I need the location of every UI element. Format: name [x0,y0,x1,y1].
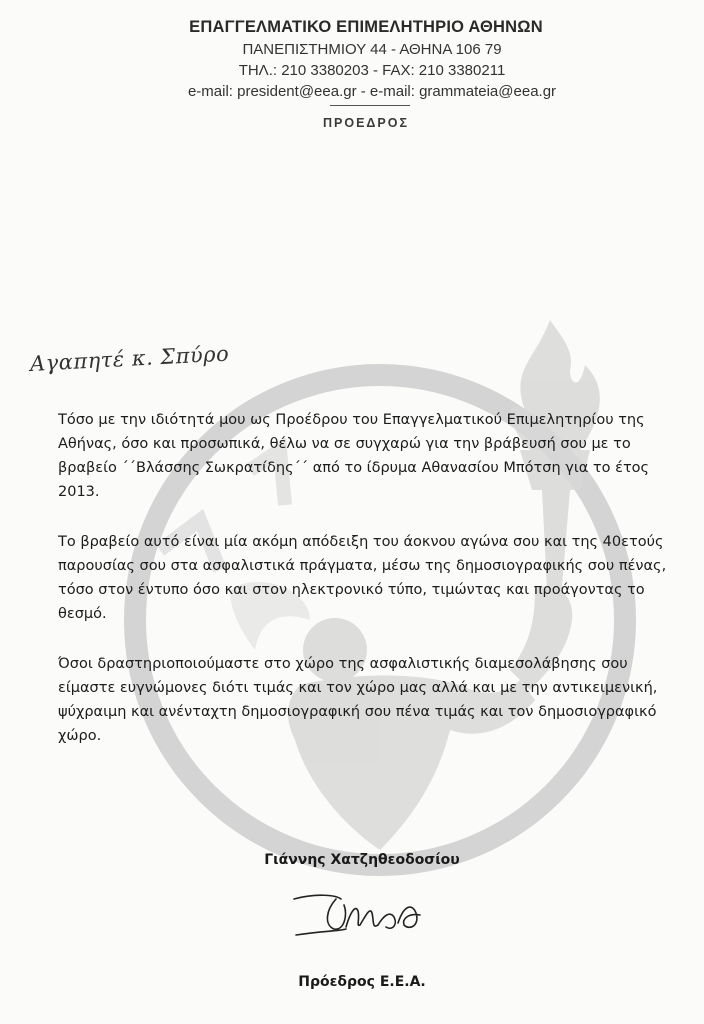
handwritten-signature [286,885,436,945]
paragraph-3-line: ψύχραιμη και ανένταχτη δημοσιογραφική σου πένα τιμάς και τον δημοσιογραφικό [58,704,657,720]
paragraph-3-line: χώρο. [58,728,102,744]
organization-phone-fax: ΤΗΛ.: 210 3380203 - FAX: 210 3380211 [238,62,506,79]
signer-name: Γιάννης Χατζηθεοδοσίου [264,852,460,868]
letterhead-divider [330,105,410,106]
paragraph-2-line: παρουσίας σου στα ασφαλιστικά πράγματα, μέσω της δημοσιογραφικής σου πένας, [58,558,667,574]
paragraph-1-line: 2013. [58,484,100,500]
organization-address: ΠΑΝΕΠΙΣΤΗΜΙΟΥ 44 - ΑΘΗΝΑ 106 79 [242,41,502,58]
organization-emails: e-mail: president@eea.gr - e-mail: grammateia@eea.gr [187,83,557,100]
paragraph-3-line: Όσοι δραστηριοποιούμαστε στο χώρο της ασφαλιστικής διαμεσολάβησης σου [58,656,628,672]
paragraph-3-line: είμαστε ευγνώμονες διότι τιμάς και τον χώρο μας αλλά και με την αντικειμενική, [58,680,658,696]
paragraph-3 [58,652,658,748]
paragraph-2-line: θεσμό. [58,606,107,622]
paragraph-1 [58,408,658,504]
organization-name: ΕΠΑΓΓΕΛΜΑΤΙΚΟ ΕΠΙΜΕΛΗΤΗΡΙΟ ΑΘΗΝΩΝ [189,18,543,36]
handwritten-salutation: Αγαπητέ κ. Σπύρο [29,341,230,376]
paragraph-2-line: Το βραβείο αυτό είναι μία ακόμη απόδειξη του άοκνου αγώνα σου και της 40ετούς [58,534,664,550]
signer-title: Πρόεδρος Ε.Ε.Α. [298,974,426,990]
office-title: ΠΡΟΕΔΡΟΣ [323,116,409,130]
paragraph-1-line: Αθήνας, όσο και προσωπικά, θέλω να σε συγχαρώ για την βράβευσή σου με το [58,436,631,452]
paragraph-2 [58,530,667,626]
paragraph-2-line: τόσο στον έντυπο όσο και στον ηλεκτρονικό τύπο, τιμώντας και προάγοντας το [58,582,645,598]
paragraph-1-line: Τόσο με την ιδιότητά μου ως Προέδρου του Επαγγελματικού Επιμελητηρίου της [58,412,645,428]
paragraph-1-line: βραβείο ΄΄Βλάσσης Σωκρατίδης΄΄ από το ίδρυμα Αθανασίου Μπότση για το έτος [58,460,650,476]
